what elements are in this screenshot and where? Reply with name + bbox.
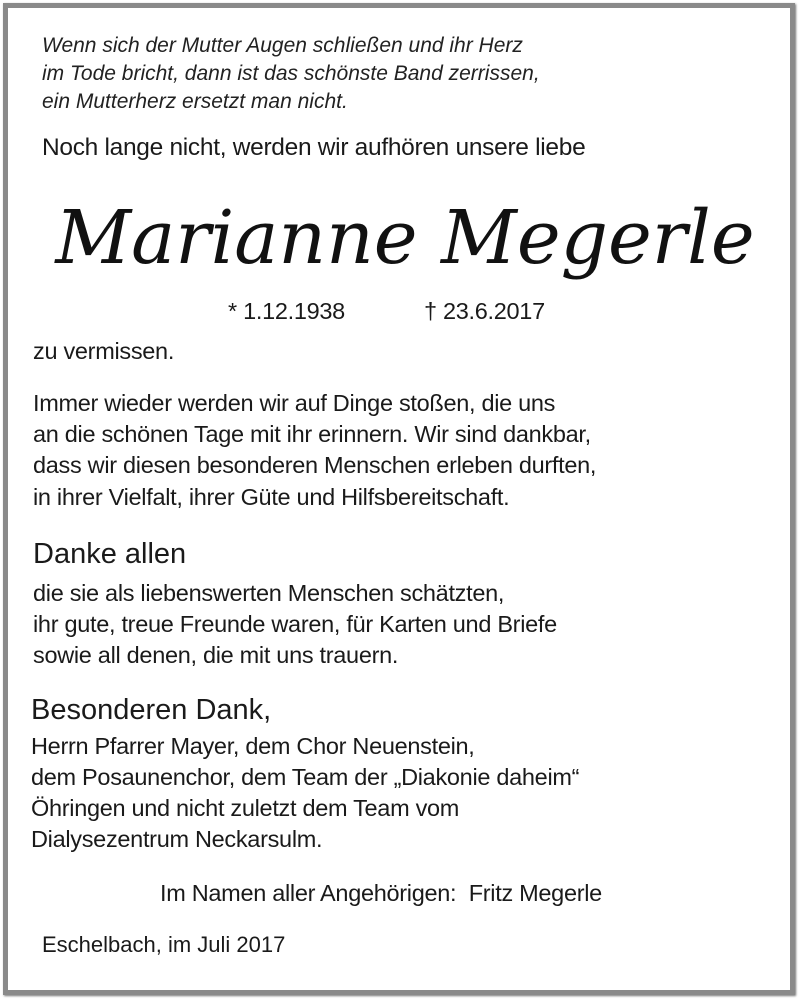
- deceased-name: Marianne Megerle: [55, 195, 755, 281]
- paragraph-line: in ihrer Vielfalt, ihrer Güte und Hilfsbereitschaft.: [33, 484, 510, 510]
- intro-text: Noch lange nicht, werden wir aufhören unsere liebe: [42, 134, 586, 161]
- special-heading: Besonderen Dank,: [31, 694, 272, 726]
- special-line: Dialysezentrum Neckarsulm.: [31, 826, 323, 852]
- death-date: † 23.6.2017: [424, 298, 545, 324]
- poem-line: im Tode bricht, dann ist das schönste Band zerrissen,: [42, 62, 540, 85]
- poem-line: Wenn sich der Mutter Augen schließen und ihr Herz: [42, 34, 523, 57]
- thanks-heading: Danke allen: [33, 538, 187, 570]
- birth-date: * 1.12.1938: [228, 298, 345, 324]
- special-line: Öhringen und nicht zuletzt dem Team vom: [31, 795, 460, 821]
- paragraph-line: dass wir diesen besonderen Menschen erleben durften,: [33, 452, 597, 478]
- thanks-line: sowie all denen, die mit uns trauern.: [33, 642, 399, 668]
- paragraph-line: Immer wieder werden wir auf Dinge stoßen, die uns: [33, 390, 556, 416]
- place-date: Eschelbach, im Juli 2017: [42, 932, 286, 957]
- thanks-line: die sie als liebenswerten Menschen schätzten,: [33, 580, 505, 606]
- special-line: dem Posaunenchor, dem Team der „Diakonie daheim“: [31, 764, 580, 790]
- special-line: Herrn Pfarrer Mayer, dem Chor Neuenstein,: [31, 733, 475, 759]
- paragraph-line: an die schönen Tage mit ihr erinnern. Wir sind dankbar,: [33, 421, 591, 447]
- intro-end: zu vermissen.: [33, 338, 175, 364]
- thanks-line: ihr gute, treue Freunde waren, für Karten und Briefe: [33, 611, 557, 637]
- signature: Im Namen aller Angehörigen: Fritz Megerle: [160, 880, 602, 906]
- poem-line: ein Mutterherz ersetzt man nicht.: [42, 90, 348, 113]
